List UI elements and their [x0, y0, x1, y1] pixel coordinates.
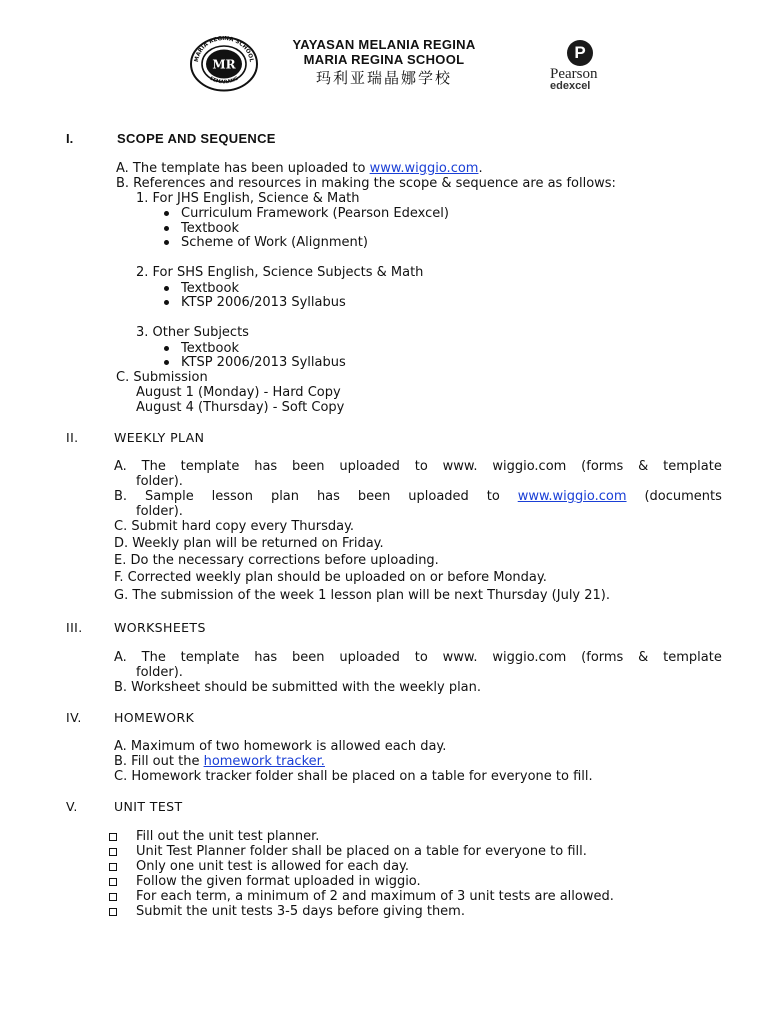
s2-item-b-cont: folder).	[136, 504, 183, 519]
s1-submission-1: August 1 (Monday) - Hard Copy	[136, 385, 341, 400]
checkbox-icon	[109, 893, 117, 901]
section-4-number: IV.	[66, 710, 82, 725]
s3-item-a: A. The template has been uploaded to www. wiggio.com (forms & template	[114, 650, 722, 665]
s1-item-b: B. References and resources in making the scope & sequence are as follows:	[116, 176, 616, 191]
section-2-number: II.	[66, 430, 79, 445]
pearson-edexcel-logo	[545, 40, 625, 92]
section-3-number: III.	[66, 620, 83, 635]
s1-sub-1: 1. For JHS English, Science & Math	[136, 191, 360, 206]
section-5-number: V.	[66, 799, 78, 814]
s3-item-b: B. Worksheet should be submitted with the weekly plan.	[114, 680, 482, 695]
s2-item-d: D. Weekly plan will be returned on Friday.	[114, 536, 384, 551]
pearson-p-icon: P	[567, 40, 593, 66]
section-1-title: SCOPE AND SEQUENCE	[117, 131, 276, 146]
section-2-title: WEEKLY PLAN	[114, 430, 205, 445]
school-name: MARIA REGINA SCHOOL	[303, 52, 465, 67]
s2-item-a-cont: folder).	[136, 474, 183, 489]
bullet-icon	[164, 211, 169, 216]
checkbox-icon	[109, 848, 117, 856]
s4-item-b: B. Fill out the homework tracker.	[114, 754, 325, 769]
section-1-number: I.	[66, 131, 74, 146]
svg-text:MR: MR	[212, 57, 236, 72]
svg-text:SEMARANG: SEMARANG	[208, 76, 240, 86]
checkbox-icon	[109, 908, 117, 916]
s1-item-c: C. Submission	[116, 370, 208, 385]
bullet-icon	[164, 226, 169, 231]
list-item: Fill out the unit test planner.	[136, 829, 320, 844]
s2-item-c: C. Submit hard copy every Thursday.	[114, 519, 355, 534]
org-name: YAYASAN MELANIA REGINA	[292, 37, 476, 52]
list-item: Curriculum Framework (Pearson Edexcel)	[181, 206, 449, 221]
s1-sub-3: 3. Other Subjects	[136, 325, 249, 340]
section-4-title: HOMEWORK	[114, 710, 195, 725]
section-5-title: UNIT TEST	[114, 799, 183, 814]
bullet-icon	[164, 300, 169, 305]
list-item: Scheme of Work (Alignment)	[181, 235, 368, 250]
school-name-chinese: 玛利亚瑞晶娜学校	[315, 69, 452, 87]
list-item: Textbook	[181, 281, 239, 296]
list-item: Submit the unit tests 3-5 days before giving them.	[136, 904, 465, 919]
bullet-icon	[164, 346, 169, 351]
s4-item-a: A. Maximum of two homework is allowed each day.	[114, 739, 447, 754]
s1-submission-2: August 4 (Thursday) - Soft Copy	[136, 400, 345, 415]
list-item: Textbook	[181, 221, 239, 236]
bullet-icon	[164, 286, 169, 291]
pearson-wordmark: Pearson	[550, 66, 598, 82]
s2-item-b: B. Sample lesson plan has been uploaded to www.wiggio.com (documents	[114, 489, 722, 504]
s2-item-a: A. The template has been uploaded to www. wiggio.com (forms & template	[114, 459, 722, 474]
s1-item-a: A. The template has been uploaded to www.wiggio.com.	[116, 161, 483, 176]
homework-tracker-link[interactable]: homework tracker.	[203, 754, 325, 769]
checkbox-icon	[109, 833, 117, 841]
edexcel-wordmark: edexcel	[550, 80, 591, 92]
s3-item-a-cont: folder).	[136, 665, 183, 680]
list-item: Unit Test Planner folder shall be placed on a table for everyone to fill.	[136, 844, 587, 859]
bullet-icon	[164, 360, 169, 365]
wiggio-link[interactable]: www.wiggio.com	[517, 489, 627, 504]
checkbox-icon	[109, 878, 117, 886]
bullet-icon	[164, 240, 169, 245]
list-item: KTSP 2006/2013 Syllabus	[181, 295, 346, 310]
section-3-title: WORKSHEETS	[114, 620, 206, 635]
svg-text:MARIA REGINA SCHOOL: MARIA REGINA SCHOOL	[193, 36, 254, 63]
list-item: KTSP 2006/2013 Syllabus	[181, 355, 346, 370]
s4-item-c: C. Homework tracker folder shall be placed on a table for everyone to fill.	[114, 769, 593, 784]
checkbox-icon	[109, 863, 117, 871]
s2-item-g: G. The submission of the week 1 lesson plan will be next Thursday (July 21).	[114, 588, 610, 603]
list-item: For each term, a minimum of 2 and maximum of 3 unit tests are allowed.	[136, 889, 614, 904]
list-item: Follow the given format uploaded in wiggio.	[136, 874, 421, 889]
wiggio-link[interactable]: www.wiggio.com	[369, 161, 479, 176]
list-item: Only one unit test is allowed for each day.	[136, 859, 410, 874]
list-item: Textbook	[181, 341, 239, 356]
s1-sub-2: 2. For SHS English, Science Subjects & Math	[136, 265, 424, 280]
s2-item-f: F. Corrected weekly plan should be uploaded on or before Monday.	[114, 570, 547, 585]
s2-item-e: E. Do the necessary corrections before uploading.	[114, 553, 439, 568]
